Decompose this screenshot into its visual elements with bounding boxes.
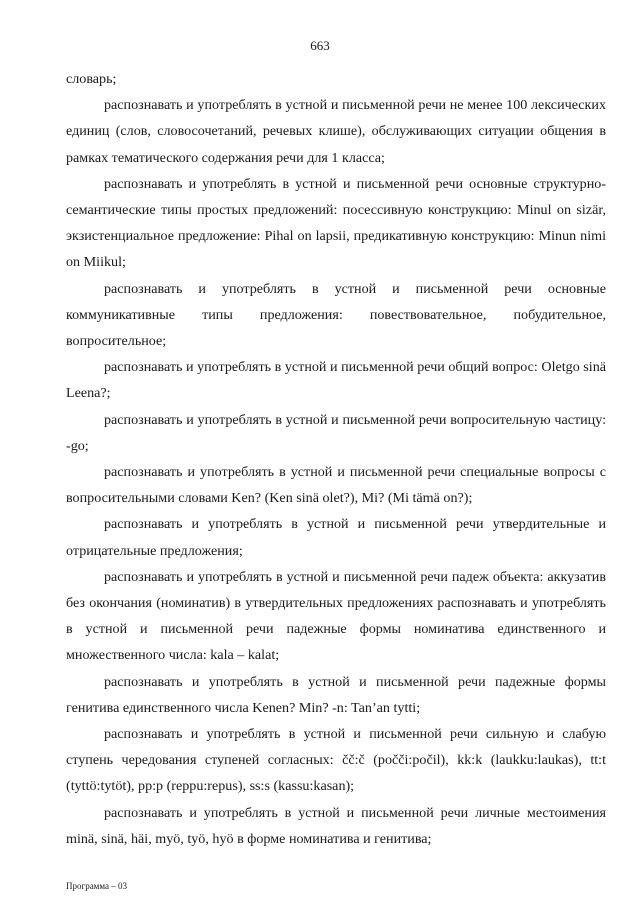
paragraph: распознавать и употреблять в устной и письменной речи не менее 100 лексических единиц (слов, словосочетаний, речевых клише), обслуживающих ситуации общения в рамках тематического содержания речи для 1 класса; xyxy=(66,97,606,166)
page-number: 663 xyxy=(310,38,330,53)
paragraph: распознавать и употреблять в устной и письменной речи основные коммуникативные типы предложения: повествовательное, побудительное, вопросительное; xyxy=(66,280,606,350)
paragraph: распознавать и употреблять в устной и письменной речи падежные формы генитива единственного числа Kenen? Min? -n: Tan’an tytti; xyxy=(66,673,606,716)
paragraph: распознавать и употреблять в устной и письменной речи специальные вопросы с вопросительными словами Ken? (Ken sinä olet?), Mi? (Mi tämä on?); xyxy=(66,464,606,507)
paragraph: распознавать и употреблять в устной и письменной речи личные местоимения minä, sinä, häi, myö, työ, hyö в форме номинатива и генитива; xyxy=(66,804,606,847)
paragraph: распознавать и употреблять в устной и письменной речи общий вопрос: Oletgo sinä Leena?; xyxy=(66,359,606,402)
paragraph: распознавать и употреблять в устной и письменной речи падеж объекта: аккузатив без окончания (номинатив) в утвердительных предложениях распознавать и употреблять в устной и письменной речи падежные формы номинатива единственного и множественного числа: kala – kalat; xyxy=(66,568,606,664)
paragraph: словарь; xyxy=(66,71,117,87)
body-text xyxy=(66,66,606,852)
paragraph: распознавать и употреблять в устной и письменной речи утвердительные и отрицательные предложения; xyxy=(66,516,606,559)
footer-label: Программа – 03 xyxy=(66,881,128,891)
paragraph: распознавать и употреблять в устной и письменной речи вопросительную частицу: -go; xyxy=(66,411,606,454)
paragraph: распознавать и употреблять в устной и письменной речи основные структурно-семантические типы простых предложений: посессивную конструкцию: Minul on sizär, экзистенциальное предложение: Pihal on lapsii, предикативную конструкцию: Minun nimi on Miikul; xyxy=(66,175,606,271)
paragraph: распознавать и употреблять в устной и письменной речи сильную и слабую ступень чередования ступеней согласных: čč:č (počči:počil), kk:k (laukku:laukas), tt:t (tyttö:tytöt), pp:p (reppu:repus), ss:s (kassu:kasan); xyxy=(66,726,606,795)
